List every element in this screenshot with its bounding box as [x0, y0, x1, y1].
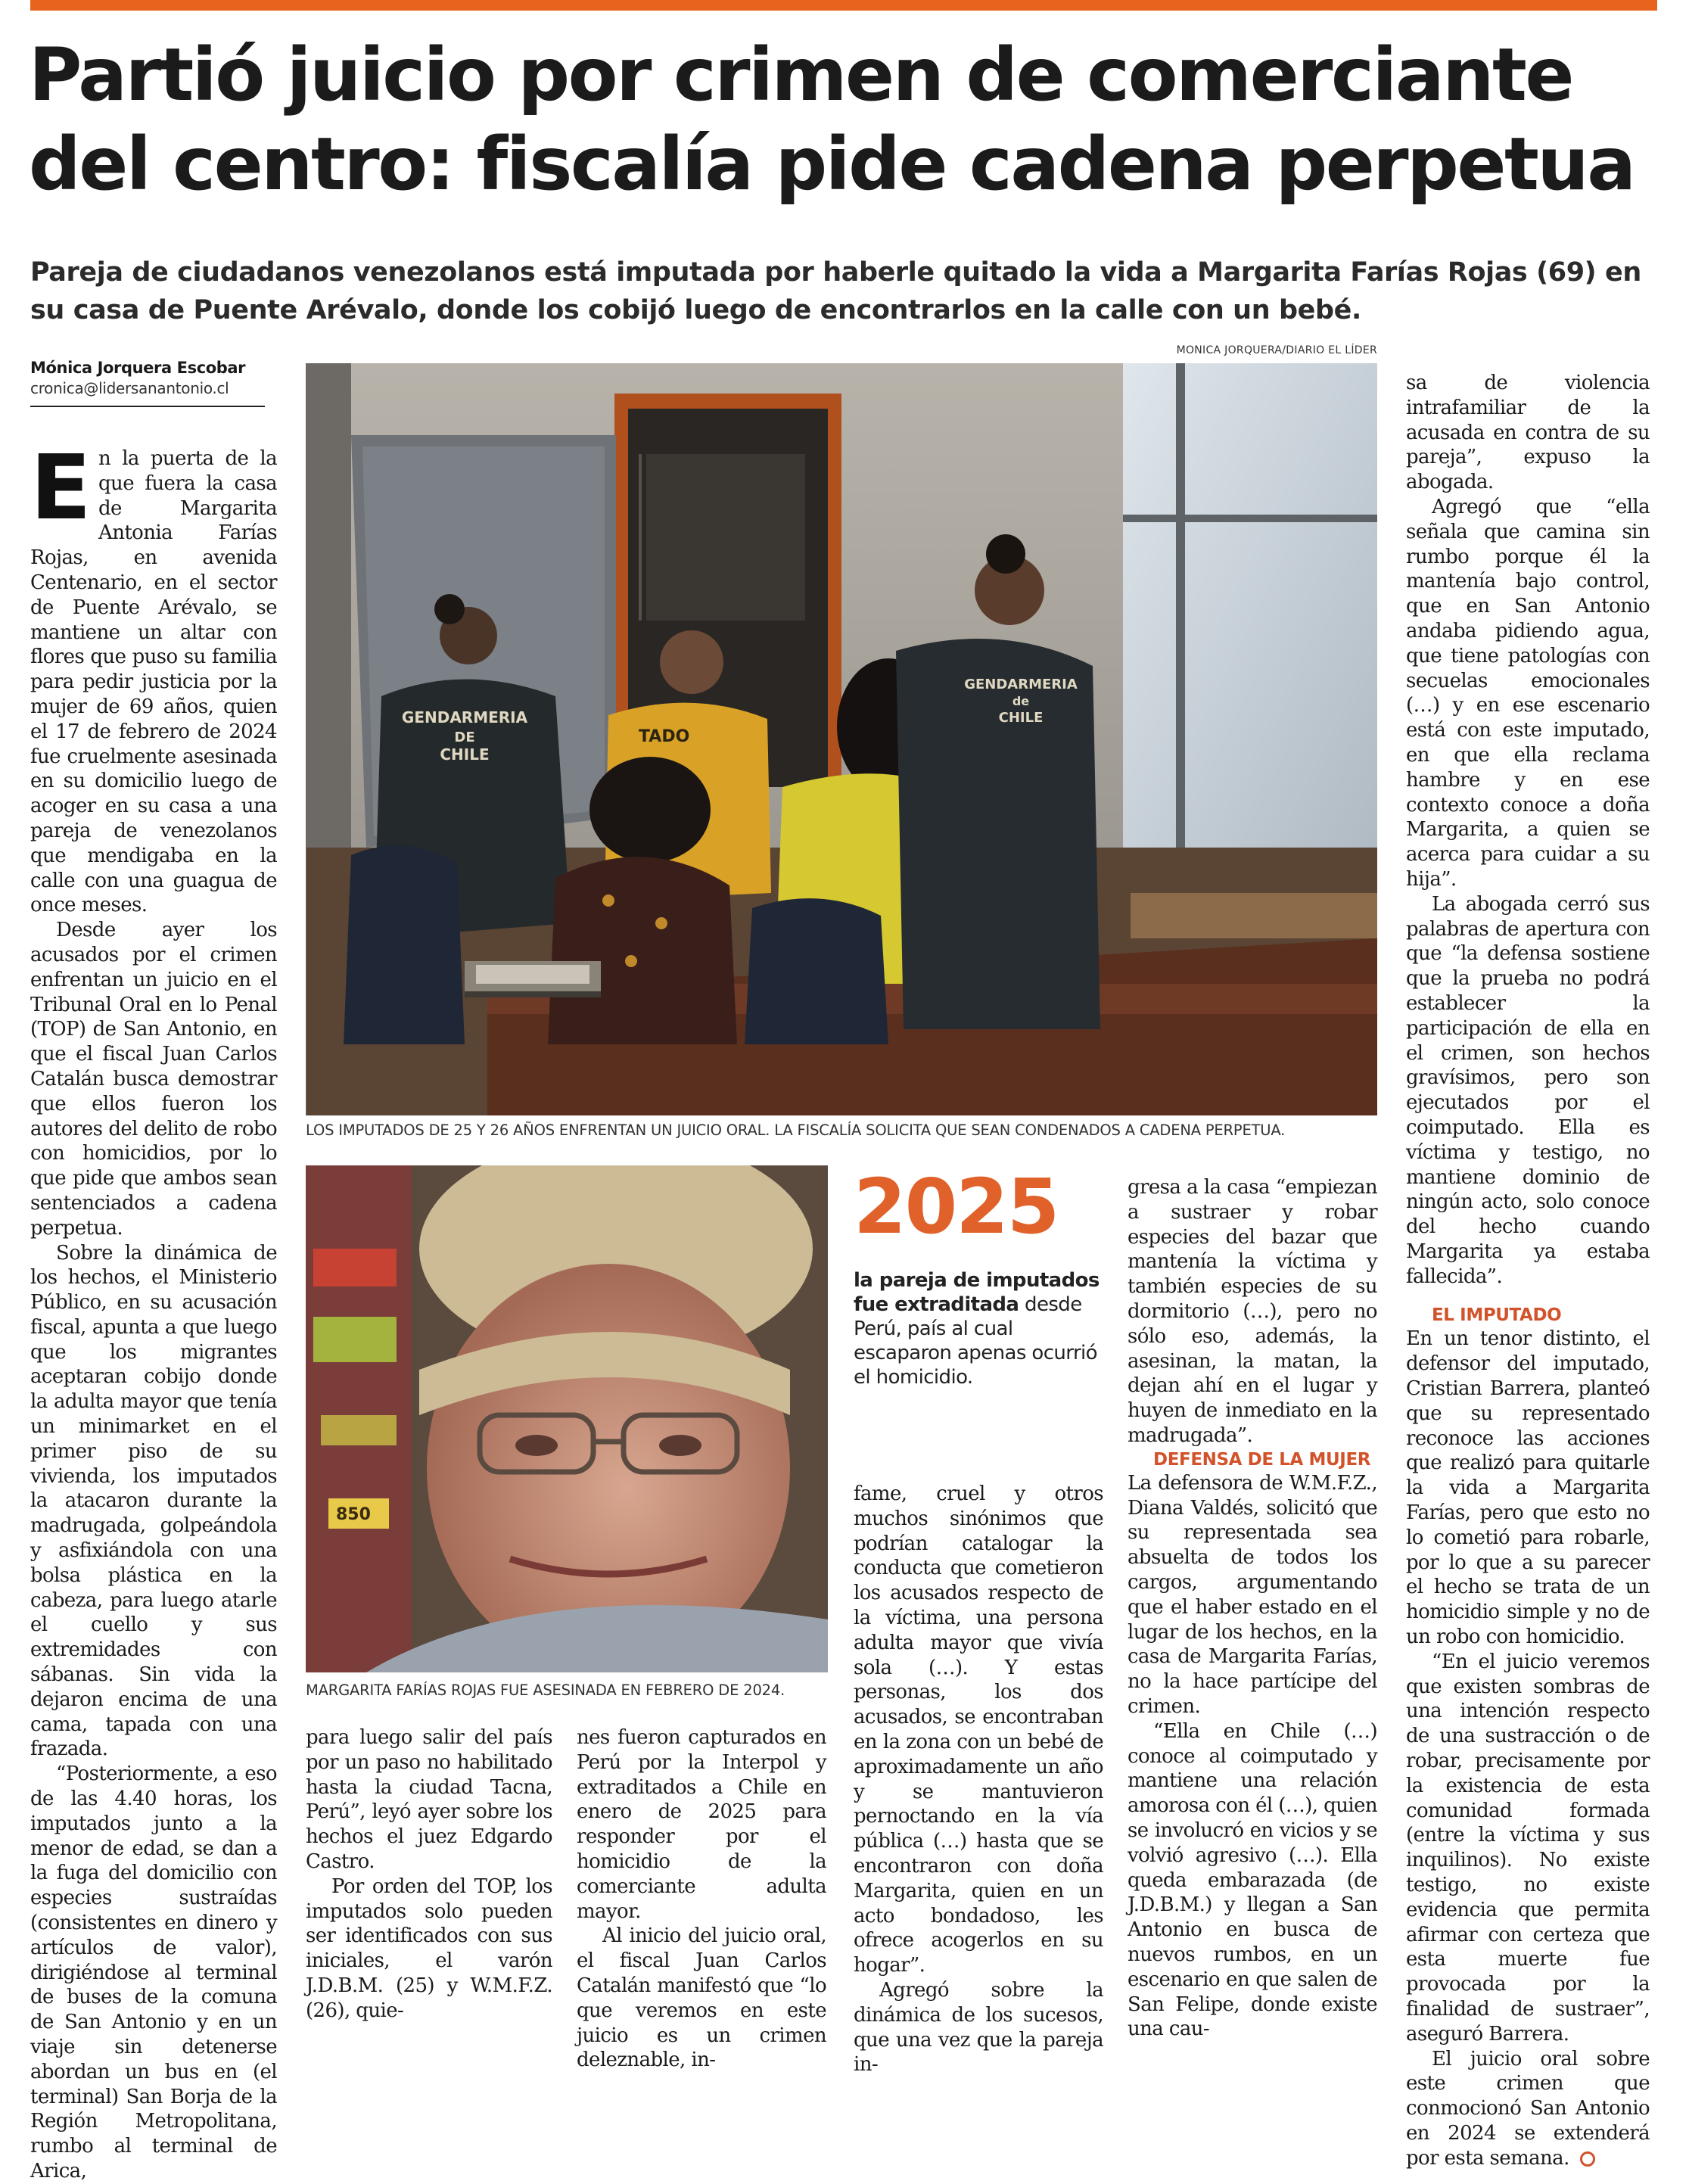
headline-line-1: Partió juicio por crimen de comerciante — [29, 33, 1572, 117]
highlight-box — [854, 1162, 1103, 1389]
end-mark-icon — [1580, 2151, 1595, 2167]
paragraph-16: La abogada cerró sus palabras de apertura con que “la defensa sostiene que la prueba no podrá establecer la participación de ella en el crimen, son hechos gravísimos, pero son ejecutados por el coimputado. Ella es víctima y testigo, no mantiene dominio de ningún acto, solo conoce del hecho cuando Margarita ya estaba fallecida”. — [1406, 892, 1650, 1288]
paragraph-3: Sobre la dinámica de los hechos, el Ministerio Público, en su acusación fiscal, apunta a que luego que los migrantes aceptaran cobijo donde la adulta mayor que tenía un minimarket en el primer piso de su vivienda, los imputados la atacaron durante la madrugada, golpeándola y asfixiándola con una bolsa plástica en la cabeza, para luego atarle el cuello y sus extremidades con sábanas. Sin vida la dejaron encima de una cama, tapada con una frazada. — [30, 1241, 277, 1761]
paragraph-11: gresa a la casa “empiezan a sustraer y robar especies del bazar que mantenía la víctima y también especies de su dormitorio (…), pero no sólo eso, además, la asesinan, la matan, la dejan ahí en el lugar y huyen de inmediato en la madrugada”. — [1128, 1176, 1377, 1447]
paragraph-7: nes fueron capturados en Perú por la Interpol y extraditados a Chile en enero de 2025 para responder por el homicidio de la comerciante adulta mayor. — [577, 1726, 826, 1923]
subhead-imputado: EL IMPUTADO — [1432, 1305, 1562, 1326]
photo-credit: MONICA JORQUERA/DIARIO EL LÍDER — [1176, 344, 1377, 356]
photo-caption-2: MARGARITA FARÍAS ROJAS FUE ASESINADA EN FEBRERO DE 2024. — [306, 1682, 785, 1699]
price-tag-text: 850 — [336, 1505, 371, 1524]
paragraph-9: fame, cruel y otros muchos sinónimos que podrían catalogar la conducta que cometieron los acusados respecto de la víctima, una persona adulta mayor que vivía sola (…). Y estas personas, los dos acusados, se encontraban en la zona con un bebé de aproximadamente un año y se mantuvieron pernoctando en la vía pública (…) hasta que se encontraron con doña Margarita, quien en un acto bondadoso, les ofrece acogerlos en su hogar”. — [854, 1482, 1103, 1977]
paragraph-13: “Ella en Chile (…) conoce al coimputado y mantiene una relación amorosa con él (…), quien se involucró en vicios y se volvió agresivo (…). Ella queda embarazada (de J.D.B.M.) y llegan a San Antonio en busca de nuevos rumbos, en un escenario en que salen de San Felipe, donde existe una cau- — [1128, 1719, 1377, 2041]
byline-rule — [30, 406, 265, 407]
column-6 — [1406, 371, 1650, 2171]
column-5 — [1128, 1175, 1377, 2042]
paragraph-8: Al inicio del juicio oral, el fiscal Juan Carlos Catalán manifestó que “lo que veremos en este juicio es un crimen deleznable, in- — [577, 1924, 826, 2072]
vest-text-left-3: CHILE — [440, 745, 490, 764]
highlight-text — [854, 1268, 1103, 1389]
headline — [29, 30, 1663, 209]
headline-line-2: del centro: fiscalía pide cadena perpetua — [29, 122, 1635, 207]
paragraph-10: Agregó sobre la dinámica de los sucesos, que una vez que la pareja in- — [854, 1978, 1103, 2077]
subhead-defensa: DEFENSA DE LA MUJER — [1153, 1449, 1371, 1470]
vest-text-left-2: DE — [454, 730, 475, 745]
paragraph-5: para luego salir del país por un paso no habilitado hasta la ciudad Tacna, Perú”, leyó ayer sobre los hechos el juez Edgardo Castro. — [306, 1726, 552, 1873]
highlight-number: 2025 — [854, 1162, 1059, 1251]
column-1 — [30, 435, 277, 2184]
vest-text-yellow: TADO — [639, 727, 690, 746]
byline — [30, 357, 265, 407]
paragraph-1-text: n la puerta de la que fuera la casa de Margarita Antonia Farías Rojas, en avenida Centenario, en el sector de Puente Arévalo, se mantiene un altar con flores que puso su familia para pedir justicia por la mujer de 69 años, quien el 17 de febrero de 2024 fue cruelmente asesinada en su domicilio luego de acoger en su casa a una pareja de venezolanos que mendigaba en la calle con una guagua de once meses. — [30, 447, 277, 917]
paragraph-14: sa de violencia intrafamiliar de la acusada en contra de su pareja”, expuso la abogada. — [1406, 372, 1650, 494]
drop-cap: E — [30, 435, 92, 540]
deck: Pareja de ciudadanos venezolanos está imputada por haberle quitado la vida a Margarita Farías Rojas (69) en su casa de Puente Arévalo, donde los cobijó luego de encontrarlos en la calle con un bebé. — [30, 257, 1641, 325]
paragraph-1 — [30, 435, 277, 918]
vest-text-right-2: de — [1012, 694, 1030, 708]
paragraph-4: “Posteriormente, a eso de las 4.40 horas, los imputados junto a la menor de edad, se dan a la fuga del domicilio con especies sustraídas (consistentes en dinero y artículos de valor), dirigiéndose al terminal de buses de la comuna de San Antonio y en un viaje sin detenerse abordan un bus en (el terminal) San Borja de la Región Metropolitana, rumbo al terminal de Arica, — [30, 1762, 277, 2182]
vest-text-right-1: GENDARMERIA — [964, 677, 1078, 692]
paragraph-18: “En el juicio veremos que existen sombras de una intención respecto de una sustracción o de robar, precisamente por la existencia de esta comunidad formada (entre la víctima y sus inquilinos). No existe testigo, no existe evidencia que permita afirmar con certeza que esta muerte fue provocada por la finalidad de sustraer”, aseguró Barrera. — [1406, 1650, 1650, 2046]
paragraph-19 — [1406, 2047, 1650, 2171]
courtroom-illustration — [306, 363, 1377, 1115]
column-4 — [854, 1482, 1103, 2077]
photo-caption-1: LOS IMPUTADOS DE 25 Y 26 AÑOS ENFRENTAN UN JUICIO ORAL. LA FISCALÍA SOLICITA QUE SEAN CONDENADOS A CADENA PERPETUA. — [306, 1122, 1286, 1139]
courtroom-photo — [306, 363, 1377, 1115]
column-2 — [306, 1725, 552, 2024]
author-email: cronica@lidersanantonio.cl — [30, 379, 229, 397]
victim-portrait — [306, 1165, 828, 1672]
paragraph-6: Por orden del TOP, los imputados solo pueden ser identificados con sus iniciales, el varón J.D.B.M. (25) y W.M.F.Z. (26), quie- — [306, 1874, 552, 2022]
vest-text-left-1: GENDARMERIA — [401, 708, 528, 726]
top-accent-bar — [30, 0, 1657, 11]
column-3 — [577, 1725, 826, 2073]
highlight-bold: la pareja de imputados fue extraditada — [854, 1269, 1100, 1316]
vest-text-right-3: CHILE — [998, 710, 1044, 726]
paragraph-19-text: El juicio oral sobre este crimen que conmocionó San Antonio en 2024 se extenderá por esta semana. — [1406, 2047, 1650, 2170]
victim-photo — [306, 1165, 828, 1672]
paragraph-17: En un tenor distinto, el defensor del imputado, Cristian Barrera, planteó que su representado reconoce las acciones que realizó para quitarle la vida a Margarita Farías, pero que esto no lo cometió para robarle, por lo que a su parecer el hecho se trata de un homicidio simple y no de un robo con homicidio. — [1406, 1327, 1650, 1649]
author-name: Mónica Jorquera Escobar — [30, 359, 246, 377]
paragraph-2: Desde ayer los acusados por el crimen enfrentan un juicio en el Tribunal Oral en lo Penal (TOP) de San Antonio, en que el fiscal Juan Carlos Catalán busca demostrar que ellos fueron los autores del delito de robo con homicidios, por lo que pide que ambos sean sentenciados a cadena perpetua. — [30, 919, 277, 1240]
paragraph-12: La defensora de W.M.F.Z., Diana Valdés, solicitó que su representada sea absuelta de todos los cargos, argumentando que el haber estado en el lugar de los hechos, en la casa de Margarita Farías, no la hace partícipe del crimen. — [1128, 1471, 1377, 1718]
paragraph-15: Agregó que “ella señala que camina sin rumbo porque él la mantenía bajo control, que en San Antonio andaba pidiendo agua, que tiene patologías con secuelas emocionales (…) y en ese escenario está con este imputado, en que ella reclama hambre y en ese contexto conoce a doña Margarita, a quien se acerca para cuidar a su hija”. — [1406, 495, 1650, 891]
highlight-rest: desde Perú, país al cual escaparon apenas ocurrió el homicidio. — [854, 1293, 1097, 1389]
